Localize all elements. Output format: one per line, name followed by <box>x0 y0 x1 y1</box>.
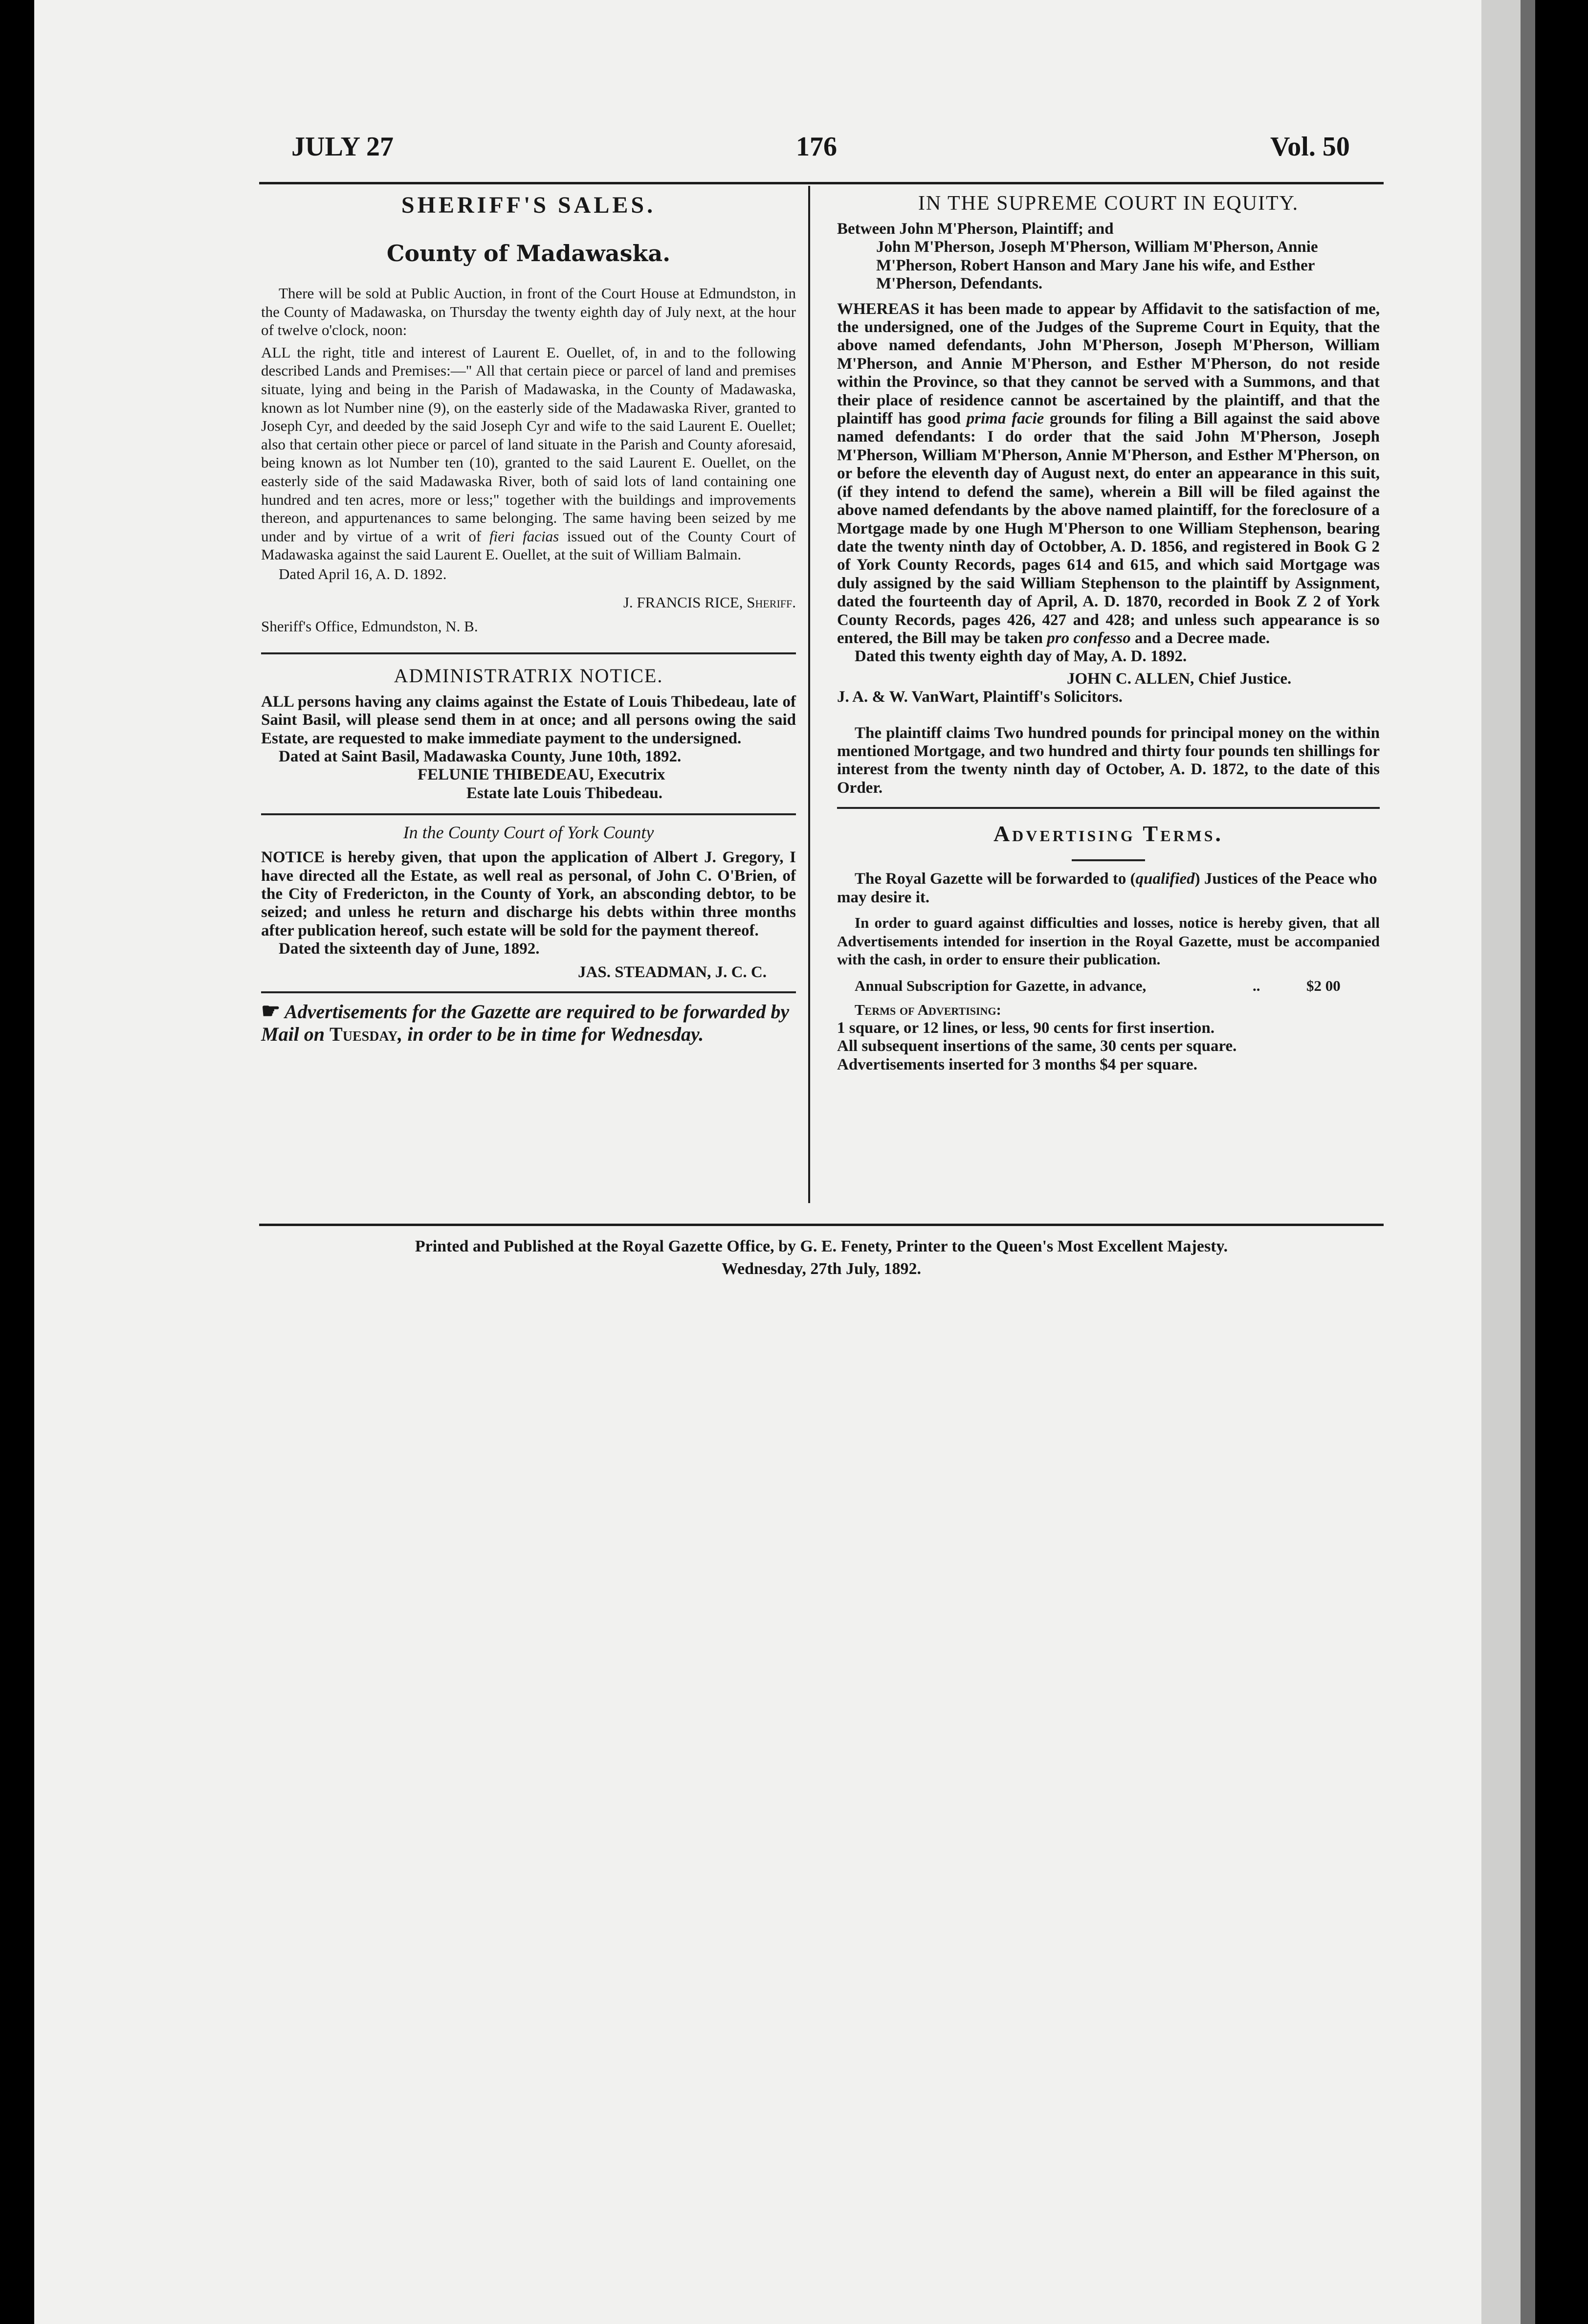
subscription-label: Annual Subscription for Gazette, in advance, <box>855 977 1147 994</box>
supreme-court-parties-1: Between John M'Pherson, Plaintiff; and <box>837 220 1114 238</box>
terms-heading: Terms of Advertising: <box>855 1001 1001 1019</box>
sheriff-intro: There will be sold at Public Auction, in front of the Court House at Edmundston, in the County of Madawaska, on Thursday the twenty eighth day of July next, at the hour of twelve o'clock, noon: <box>261 285 796 339</box>
subscription-dots: .. <box>1253 977 1260 994</box>
column-rule <box>808 186 810 1203</box>
supreme-court-signature: JOHN C. ALLEN, Chief Justice. <box>1067 670 1292 688</box>
section-rule <box>261 652 796 654</box>
subscription-row <box>837 977 1380 995</box>
advertisement-notice: ☛ Advertisements for the Gazette are required to be forwarded by Mail on Tuesday, in order to be in time for Wednesday. <box>261 999 790 1045</box>
page-date: JULY 27 <box>291 132 394 162</box>
supreme-court-dated: Dated this twenty eighth day of May, A. D. 1892. <box>855 648 1187 666</box>
pointing-hand-icon: ☛ <box>261 999 281 1023</box>
guard-notice: In order to guard against difficulties and losses, notice is hereby given, that all Advertisements intended for insertion in the Royal Gazette, must be accompanied with the cash, in order to ensure their publication. <box>837 914 1380 968</box>
county-court-body: NOTICE is hereby given, that upon the application of Albert J. Gregory, I have directed all the Estate, as well real as personal, of John C. O'Brien, of the City of Fredericton, in the County of York, an absconding debtor, to be seized; and unless he return and discharge his debts within three months after publication hereof, such estate will be sold for the payment thereof. <box>261 849 796 939</box>
county-court-dated: Dated the sixteenth day of June, 1892. <box>279 940 540 958</box>
footer-printer: Printed and Published at the Royal Gazette Office, by G. E. Fenety, Printer to the Queen's Most Excellent Majesty. <box>415 1237 1228 1255</box>
right-column <box>837 192 1380 1074</box>
administratrix-dated: Dated at Saint Basil, Madawaska County, June 10th, 1892. <box>279 747 682 765</box>
footer-rule <box>259 1224 1384 1226</box>
administratrix-estate: Estate late Louis Thibedeau. <box>466 784 662 802</box>
supreme-court-title: IN THE SUPREME COURT IN EQUITY. <box>918 192 1299 215</box>
supreme-court-body: WHEREAS it has been made to appear by Affidavit to the satisfaction of me, the undersigned, one of the Judges of the Supreme Court in Equity, that the above named defendants, John M'Pherson, Joseph M'Pherson, William M'Pherson, and Annie M'Pherson, and Esther M'Pherson, do not reside within the Province, so that they cannot be served with a Summons, and that their place of residence cannot be ascertained by the plaintiff, and that the plaintiff has good prima facie grounds for filing a Bill against the said above named defendants: I do order that the said John M'Pherson, Joseph M'Pherson, William M'Pherson, Annie M'Pherson, and Esther M'Pherson, on or before the eleventh day of August next, do enter an appearance in this suit, (if they intend to defend the same), wherein a Bill will be filed against the above named defendants by the above named plaintiff, for the foreclosure of a Mortgage made by one Hugh M'Pherson to one William Stephenson, bearing date the twenty ninth day of Octobber, A. D. 1856, and registered in Book G 2 of York County Records, pages 614 and 615, and which said Mortgage was duly assigned by the said William Stephenson to the plaintiff by Assignment, dated the fourteenth day of April, A. D. 1870, recorded in Book Z 2 of York County Records, pages 426, 427 and 428; and unless such appearance is so entered, the Bill may be taken pro confesso and a Decree made. <box>837 300 1380 647</box>
header-rule <box>259 182 1384 184</box>
left-column <box>261 192 796 1046</box>
supreme-court-solicitors: J. A. & W. VanWart, Plaintiff's Solicitors. <box>837 688 1123 706</box>
subscription-price: $2 00 <box>1306 977 1341 994</box>
title-underline <box>1072 859 1145 861</box>
administratrix-body: ALL persons having any claims against the Estate of Louis Thibedeau, late of Saint Basil, will please send them in at once; and all persons owing the said Estate, are requested to make immediate payment to the undersigned. <box>261 693 796 747</box>
gazette-forward: The Royal Gazette will be forwarded to (qualified) Justices of the Peace who may desire it. <box>837 870 1377 906</box>
sheriff-dated: Dated April 16, A. D. 1892. <box>279 565 447 582</box>
county-court-title: In the County Court of York County <box>403 823 654 843</box>
section-rule <box>837 807 1380 809</box>
county-court-signature: JAS. STEADMAN, J. C. C. <box>578 963 767 981</box>
sheriff-sales-title: SHERIFF'S SALES. <box>401 192 656 218</box>
section-rule <box>261 991 796 993</box>
plaintiff-claim: The plaintiff claims Two hundred pounds for principal money on the within mentioned Mortgage, and two hundred and thirty four pounds ten shillings for interest from the twenty ninth day of October, A. D. 1872, to the date of this Order. <box>837 724 1380 797</box>
page-number: 176 <box>796 132 837 162</box>
page-edge <box>1481 0 1521 2324</box>
sheriff-office: Sheriff's Office, Edmundston, N. B. <box>261 618 478 635</box>
term-1: 1 square, or 12 lines, or less, 90 cents for first insertion. <box>837 1019 1215 1037</box>
footer-date: Wednesday, 27th July, 1892. <box>721 1260 922 1278</box>
sheriff-signature: J. FRANCIS RICE, Sheriff. <box>623 593 796 611</box>
advertising-terms-title: Advertising Terms. <box>993 821 1224 847</box>
term-2: All subsequent insertions of the same, 30 cents per square. <box>837 1037 1237 1055</box>
county-title: County of Madawaska. <box>386 240 671 267</box>
term-3: Advertisements inserted for 3 months $4 per square. <box>837 1055 1197 1073</box>
binding-shadow <box>1521 0 1535 2324</box>
administratrix-title: ADMINISTRATRIX NOTICE. <box>394 664 663 687</box>
supreme-court-parties-2: John M'Pherson, Joseph M'Pherson, William M'Pherson, Annie M'Pherson, Robert Hanson and Mary Jane his wife, and Esther M'Pherson, Defendants. <box>876 238 1318 293</box>
sheriff-body: ALL the right, title and interest of Laurent E. Ouellet, of, in and to the following described Lands and Premises:—" All that certain piece or parcel of land and premises situate, lying and being in the Parish of Madawaska, in the County of Madawaska, known as lot Number nine (9), on the easterly side of the Madawaska River, granted to Joseph Cyr, and deeded by the said Joseph Cyr and wife to the said Laurent E. Ouellet; also that certain other piece or parcel of land situate in the Parish and County aforesaid, being known as lot Number ten (10), granted to the said Laurent E. Ouellet, on the easterly side of the said Madawaska River, both of said lots of land containing one hundred and ten acres, more or less;" together with the buildings and improvements thereon, and appurtenances to same belonging. The same having been seized by me under and by virtue of a writ of fieri facias issued out of the County Court of Madawaska against the said Laurent E. Ouellet, at the suit of William Balmain. <box>261 343 796 563</box>
volume-number: Vol. 50 <box>1270 132 1350 162</box>
section-rule <box>261 813 796 815</box>
administratrix-signature: FELUNIE THIBEDEAU, Executrix <box>418 766 665 784</box>
